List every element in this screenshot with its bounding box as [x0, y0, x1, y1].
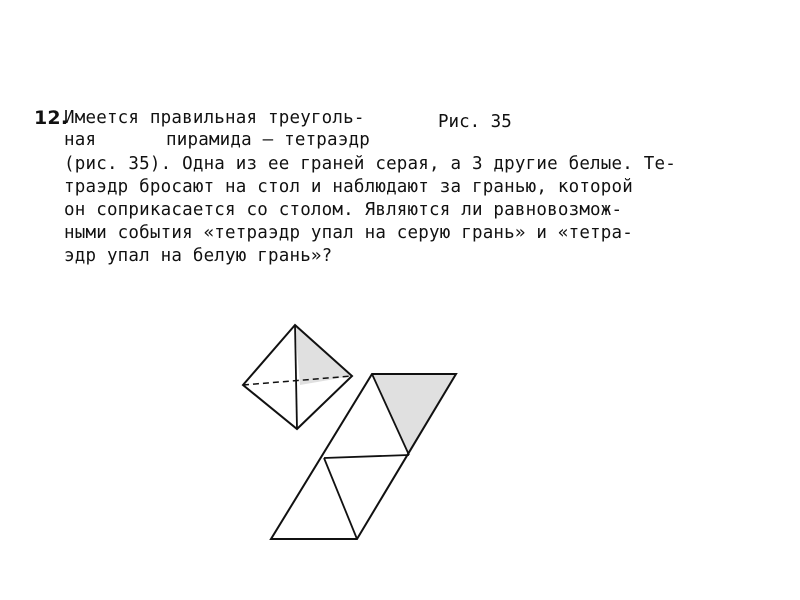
tetrahedron-hidden-edge	[243, 376, 352, 385]
problem-number: 12.	[34, 107, 69, 129]
problem-line-5-text: он соприкасается со столом. Являются ли равновозмож-	[64, 200, 623, 220]
problem-line-4-text: траэдр бросают на стол и наблюдают за гранью, которой	[64, 177, 634, 197]
problem-line-3-text: (рис. 35). Одна из ее граней серая, а 3 другие белые. Те-	[64, 154, 676, 174]
figure-label: Рис. 35	[438, 112, 512, 132]
problem-line-2-text-a: ная	[64, 130, 97, 150]
problem-line-2-text-b: пирамида — тетраэдр	[166, 130, 370, 150]
net-edge-2	[324, 455, 409, 458]
tetrahedron-drawing	[243, 325, 352, 429]
problem-line-6-text: ными события «тетраэдр упал на серую грань» и «тетра-	[64, 223, 634, 243]
problem-line-1-text: Имеется правильная треуголь-	[64, 108, 365, 128]
problem-line-7-text: эдр упал на белую грань»?	[64, 246, 333, 266]
tetrahedron-net	[271, 374, 456, 539]
net-edge-3	[324, 458, 357, 539]
